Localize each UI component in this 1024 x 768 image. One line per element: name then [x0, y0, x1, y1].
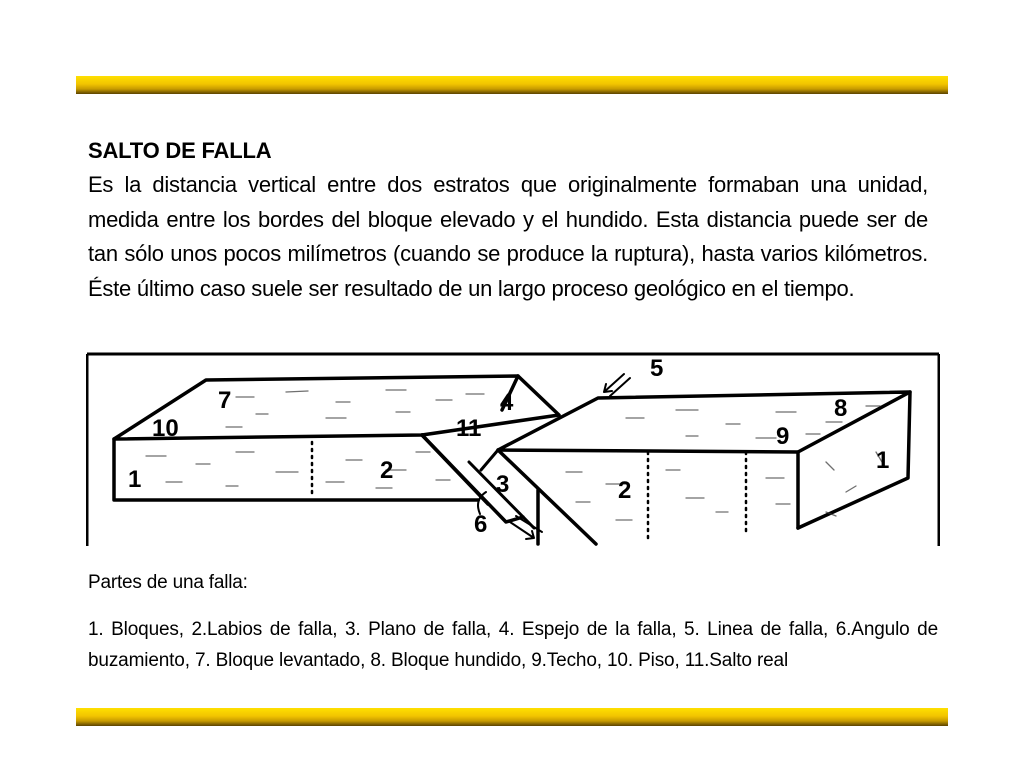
- label-dip-angle: 6: [474, 511, 488, 538]
- section-body: Es la distancia vertical entre dos estratos que originalmente formaban una unidad, medida entre los bordes del bloque elevado y el hundido. Esta distancia puede ser de tan sólo unos pocos milímetros (cuando se produce la ruptura), hasta varios kilómetros. Éste último caso suele ser resultado de un largo proceso geológico en el tiempo.: [88, 172, 928, 301]
- label-lip-right: 2: [618, 477, 632, 504]
- top-gold-rule: [76, 76, 948, 94]
- label-footwall: 10: [152, 415, 179, 442]
- label-fault-mirror: 4: [500, 389, 514, 416]
- label-hanging-wall: 9: [776, 423, 790, 450]
- label-real-throw: 11: [456, 415, 482, 442]
- figure-caption: Partes de una falla:: [88, 572, 248, 593]
- label-raised-block: 7: [218, 387, 232, 414]
- label-lip-left: 2: [380, 457, 394, 484]
- label-fault-plane: 3: [496, 471, 510, 498]
- figure-labels: [128, 355, 889, 538]
- label-block-left: 1: [128, 466, 142, 493]
- parts-list: 1. Bloques, 2.Labios de falla, 3. Plano de falla, 4. Espejo de la falla, 5. Linea de falla, 6.Angulo de buzamiento, 7. Bloque levantado, 8. Bloque hundido, 9.Techo, 10. Piso, 11.Salto real: [88, 619, 938, 671]
- label-block-right: 1: [876, 447, 890, 474]
- lip-dotted-lines: [312, 442, 746, 540]
- left-block: [114, 376, 559, 522]
- label-fault-line: 5: [650, 355, 664, 382]
- label-sunken-block: 8: [834, 395, 848, 422]
- bottom-gold-rule: [76, 708, 948, 726]
- section-title: SALTO DE FALLA: [88, 138, 272, 163]
- fault-diagram: [86, 352, 940, 546]
